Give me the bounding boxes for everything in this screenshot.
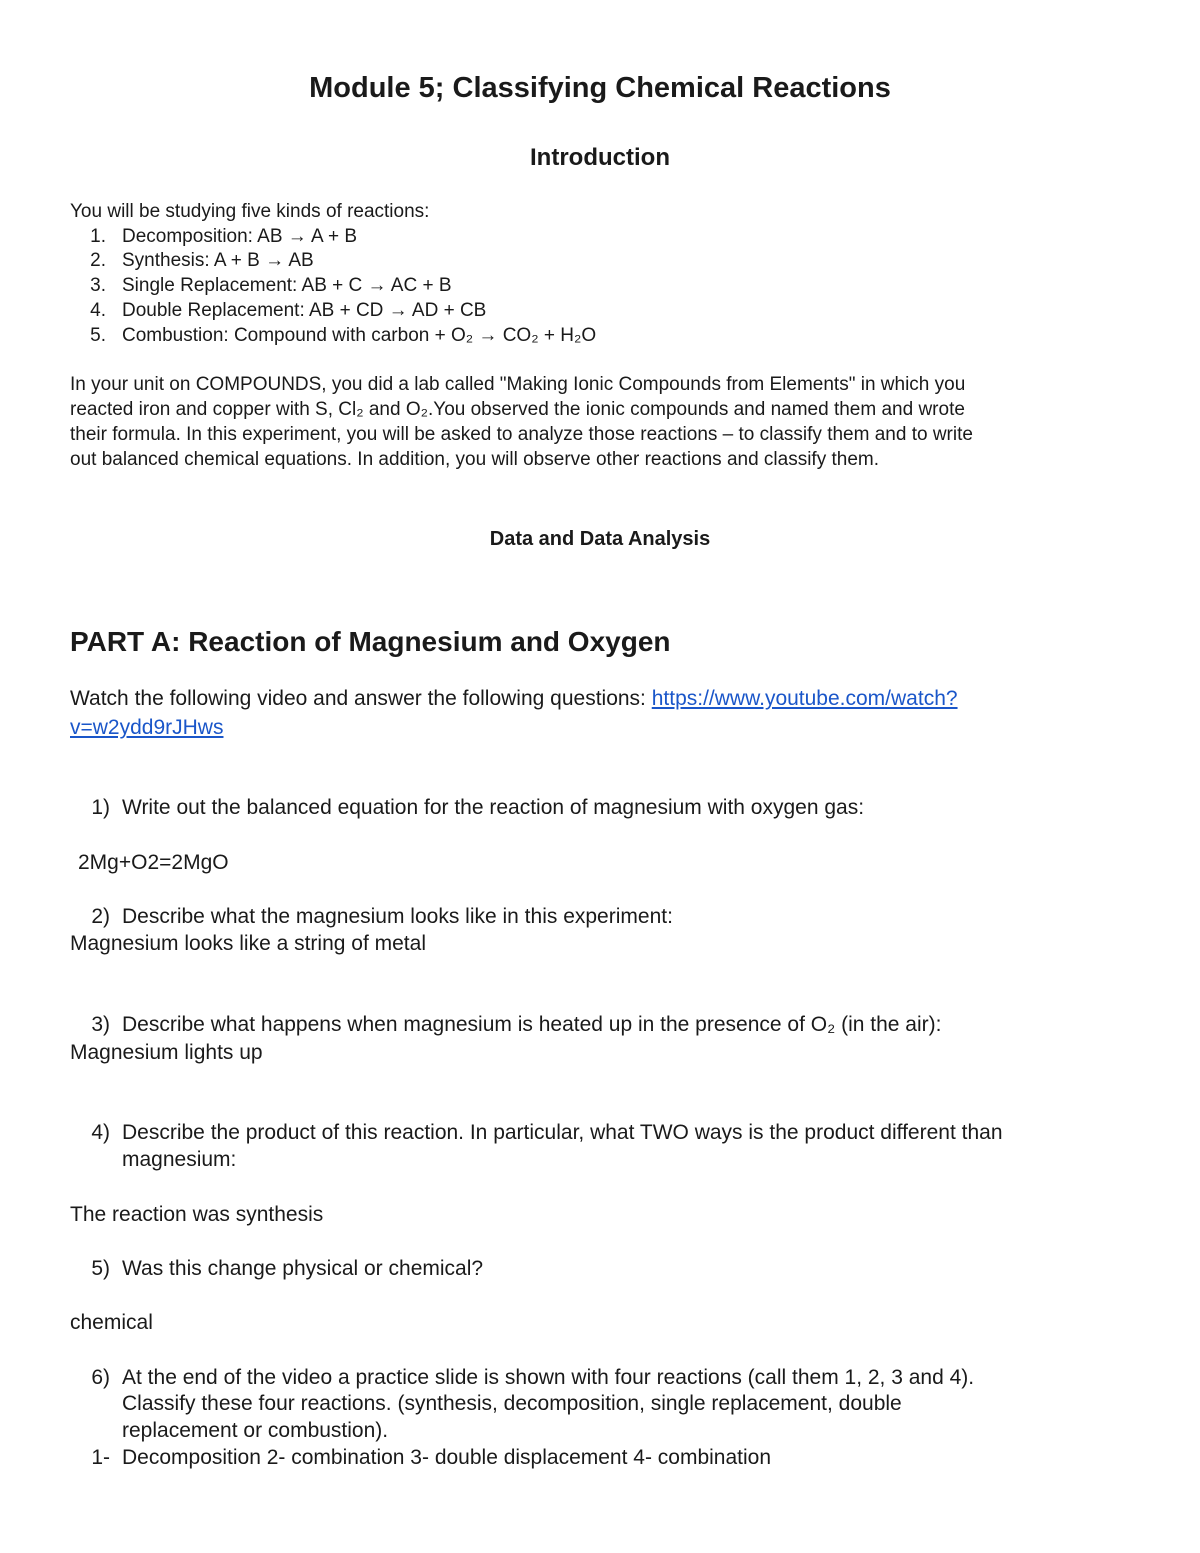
list-text: Combustion: Compound with carbon + O₂ → CO₂ + H₂O — [122, 325, 597, 346]
question-4 — [70, 1121, 1003, 1145]
answer-4: The reaction was synthesis — [70, 1203, 324, 1226]
video-link[interactable]: https://www.youtube.com/watch? — [651, 687, 958, 710]
reaction-list-item — [70, 250, 314, 272]
watch-instruction — [70, 687, 958, 711]
question-2 — [70, 905, 673, 929]
question-text: At the end of the video a practice slide is shown with four reactions (call them 1, 2, 3 and 4). — [122, 1366, 975, 1389]
list-number: 3. — [90, 275, 106, 296]
question-6 — [70, 1366, 974, 1390]
reaction-list-item — [70, 300, 486, 322]
list-number: 5. — [90, 325, 106, 346]
intro-heading: Introduction — [530, 144, 670, 171]
list-text: Synthesis: A + B → AB — [122, 250, 314, 271]
question-5 — [70, 1257, 483, 1281]
video-link-continued[interactable]: v=w2ydd9rJHws — [70, 716, 224, 739]
reaction-list-item — [70, 226, 357, 248]
question-text: Was this change physical or chemical? — [122, 1257, 484, 1280]
answer-number: 1- — [91, 1446, 110, 1469]
document-title: Module 5; Classifying Chemical Reactions — [309, 72, 891, 104]
data-analysis-heading: Data and Data Analysis — [489, 528, 711, 550]
intro-paragraph-line: reacted iron and copper with S, Cl₂ and O₂.You observed the ionic compounds and named them and wrote — [70, 399, 965, 420]
list-number: 4. — [90, 300, 106, 321]
list-number: 1. — [90, 226, 106, 247]
list-number: 2. — [90, 250, 106, 271]
intro-paragraph-line: out balanced chemical equations. In addition, you will observe other reactions and classify them. — [70, 449, 880, 470]
part-a-heading: PART A: Reaction of Magnesium and Oxygen — [70, 626, 671, 657]
question-6-continued: Classify these four reactions. (synthesis, decomposition, single replacement, double — [122, 1392, 902, 1415]
answer-2: Magnesium looks like a string of metal — [70, 932, 426, 955]
question-number: 3) — [91, 1013, 110, 1036]
answer-6 — [70, 1446, 771, 1470]
question-number: 4) — [91, 1121, 110, 1144]
list-text: Decomposition: AB → A + B — [122, 226, 357, 247]
list-text: Double Replacement: AB + CD → AD + CB — [122, 300, 487, 321]
question-text: Describe what the magnesium looks like in this experiment: — [122, 905, 673, 928]
question-3 — [70, 1013, 941, 1037]
intro-paragraph-line: In your unit on COMPOUNDS, you did a lab called "Making Ionic Compounds from Elements" in which you — [70, 374, 966, 395]
reaction-list-item — [70, 275, 452, 297]
question-number: 2) — [91, 905, 110, 928]
answer-1: 2Mg+O2=2MgO — [78, 851, 229, 874]
intro-lead: You will be studying five kinds of reactions: — [70, 201, 430, 222]
answer-3: Magnesium lights up — [70, 1041, 263, 1064]
answer-text: Decomposition 2- combination 3- double displacement 4- combination — [122, 1446, 772, 1469]
answer-5: chemical — [70, 1311, 153, 1334]
question-number: 1) — [91, 796, 110, 819]
watch-text: Watch the following video and answer the following questions: — [70, 687, 652, 710]
question-6-continued: replacement or combustion). — [122, 1419, 389, 1442]
intro-paragraph-line: their formula. In this experiment, you will be asked to analyze those reactions – to classify them and to write — [70, 424, 973, 445]
question-1 — [70, 796, 864, 820]
question-number: 6) — [91, 1366, 110, 1389]
question-4-continued: magnesium: — [122, 1148, 237, 1171]
question-number: 5) — [91, 1257, 110, 1280]
question-text: Describe what happens when magnesium is heated up in the presence of O₂ (in the air): — [122, 1013, 942, 1036]
list-text: Single Replacement: AB + C → AC + B — [122, 275, 452, 296]
reaction-list-item — [70, 325, 596, 347]
question-text: Describe the product of this reaction. In particular, what TWO ways is the product different than — [122, 1121, 1003, 1144]
question-text: Write out the balanced equation for the reaction of magnesium with oxygen gas: — [122, 796, 865, 819]
